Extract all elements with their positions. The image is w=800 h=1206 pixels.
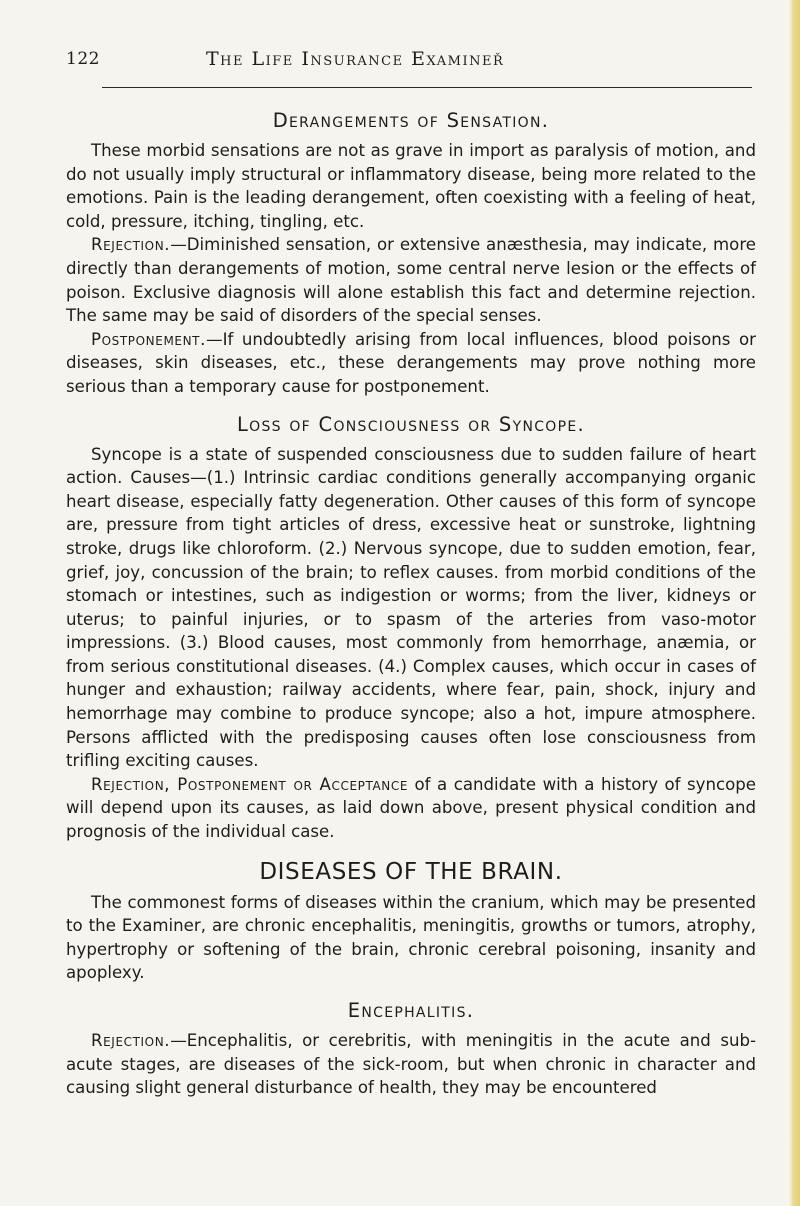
paragraph	[66, 328, 756, 399]
paragraph	[66, 233, 756, 327]
section-loss-of-consciousness	[66, 411, 756, 844]
section-diseases-of-the-brain	[66, 857, 756, 985]
paragraph-text: —If undoubtedly arising from local influences, blood poisons or diseases, skin diseases, etc., these derangements may prove nothing more serious than a temporary cause for postponement.	[66, 329, 756, 396]
section-heading: DISEASES OF THE BRAIN.	[259, 858, 563, 885]
page-edge	[789, 0, 800, 1206]
section-heading: Encephalitis.	[347, 999, 475, 1022]
paragraph	[66, 773, 756, 844]
paragraph-text: These morbid sensations are not as grave in import as paralysis of motion, and do not usually imply structural or inflammatory disease, being more related to the emotions. Pain is the leading derangement, often coexisting with a feeling of heat, cold, pressure, itching, tingling, etc.	[66, 141, 756, 231]
paragraph	[66, 443, 756, 773]
section-heading: Derangements of Sensation.	[272, 109, 550, 132]
paragraph-lead: Postponement.	[91, 329, 206, 349]
page-body	[66, 107, 756, 1100]
paragraph-text: —Encephalitis, or cerebritis, with meningitis in the acute and sub-acute stages, are diseases of the sick-room, but when chronic in character and causing slight general disturbance of health, they may be encountered	[66, 1031, 756, 1098]
section-encephalitis	[66, 997, 756, 1100]
paragraph-lead: Rejection.	[91, 235, 171, 255]
paragraph-text: of a candidate with a history of syncope will depend upon its causes, as laid down above, present physical condition and prognosis of the individual case.	[66, 774, 757, 842]
paragraph-lead: Rejection.	[91, 1031, 171, 1050]
section-derangements-of-sensation	[66, 107, 756, 399]
paragraph	[66, 139, 756, 233]
running-title: The Life Insurance Examineř	[206, 48, 505, 70]
paragraph-text: —Diminished sensation, or extensive anæsthesia, may indicate, more directly than derangements of motion, some central nerve lesion or the effects of poison. Exclusive diagnosis will alone establish this fact and determine rejection. The same may be said of disorders of the special senses.	[66, 235, 756, 326]
header-rule	[102, 87, 752, 88]
page-number: 122	[66, 49, 100, 69]
running-head	[66, 49, 756, 75]
paragraph	[66, 1029, 756, 1100]
paragraph	[66, 891, 756, 985]
paragraph-lead: Rejection, Postponement or Acceptance	[91, 774, 409, 794]
paragraph-text: Syncope is a state of suspended consciousness due to sudden failure of heart action. Causes—(1.) Intrinsic cardiac conditions generally accompanying organic heart disease, especially fatty degeneration. Other causes of this form of syncope are, pressure from tight articles of dress, excessive heat or sunstroke, lightning stroke, drugs like chloroform. (2.) Nervous syncope, due to sudden emotion, fear, grief, joy, concussion of the brain; to reflex causes. from morbid conditions of the stomach or intestines, such as indigestion or worms; from the liver, kidneys or uterus; to painful injuries, or to spasm of the arteries from vaso-motor impressions. (3.) Blood causes, most commonly from hemorrhage, anæmia, or from serious constitutional diseases. (4.) Complex causes, which occur in cases of hunger and exhaustion; railway accidents, where fear, pain, shock, injury and hemorrhage may combine to produce syncope; also a hot, impure atmosphere. Persons afflicted with the predisposing causes often lose consciousness from trifling exciting causes.	[66, 444, 756, 771]
section-heading: Loss of Consciousness or Syncope.	[237, 412, 585, 436]
paragraph-text: The commonest forms of diseases within the cranium, which may be presented to the Examiner, are chronic encephalitis, meningitis, growths or tumors, atrophy, hypertrophy or softening of the brain, chronic cerebral poisoning, insanity and apoplexy.	[66, 892, 756, 983]
